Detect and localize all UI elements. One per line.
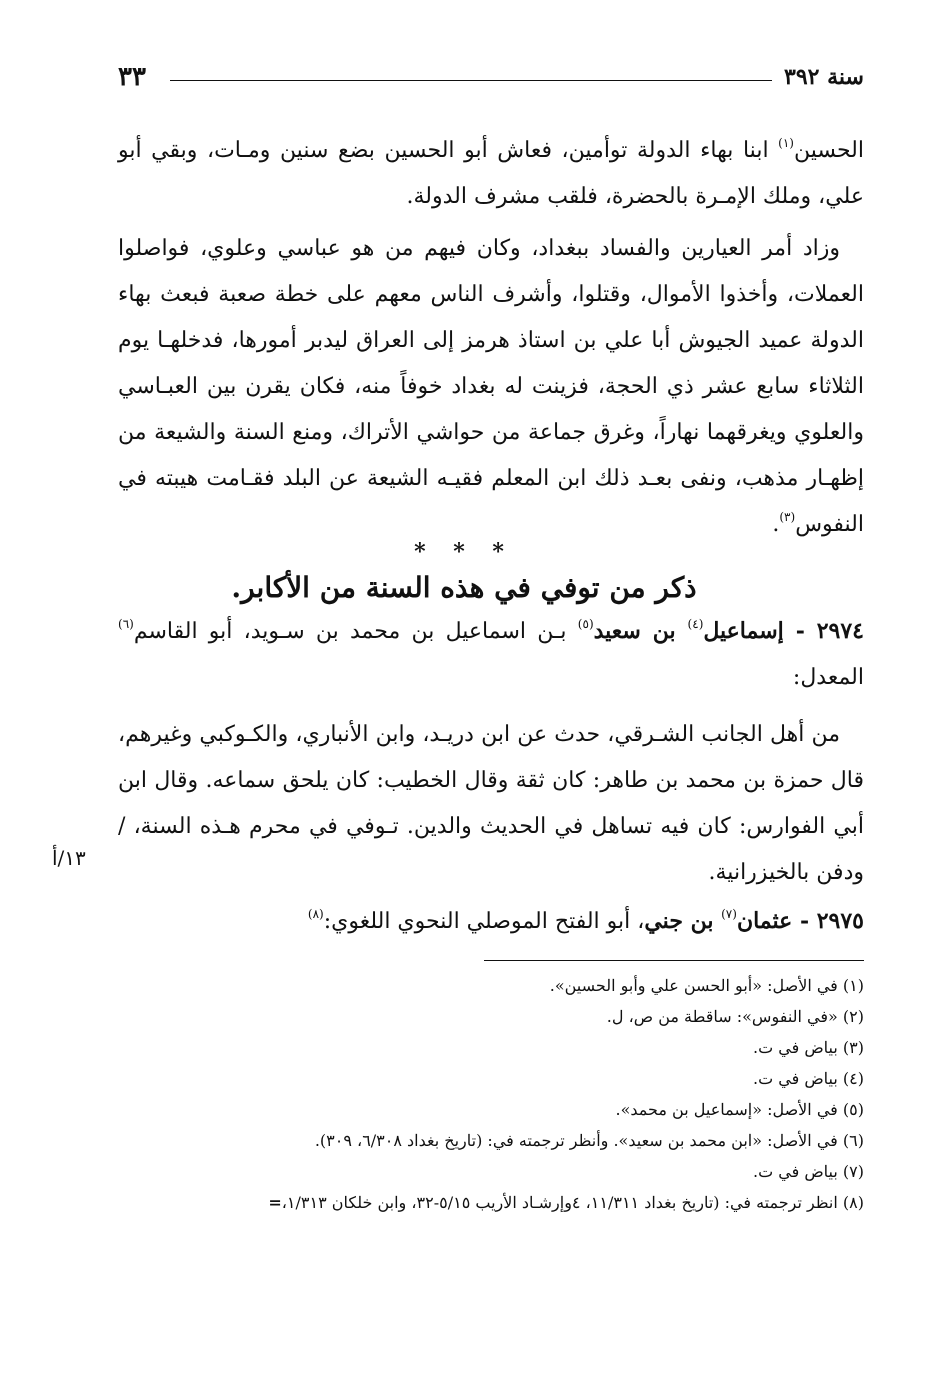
entry-name: إسماعيل bbox=[703, 618, 784, 644]
entry-2974 bbox=[118, 608, 864, 701]
paragraph-1 bbox=[118, 128, 864, 220]
footnote-ref[interactable]: (٤) bbox=[687, 617, 704, 631]
entry-name: عثمان bbox=[736, 908, 793, 934]
footnote-ref[interactable]: (٣) bbox=[779, 510, 796, 524]
footnote-5: (٥) في الأصل: «إسماعيل بن محمد». bbox=[615, 1100, 864, 1119]
entry-number: ٢٩٧٥ - bbox=[792, 908, 864, 934]
entry-text: ، أبو الفتح الموصلي النحوي اللغوي: bbox=[323, 909, 645, 934]
footnote-rule bbox=[484, 960, 864, 961]
paragraph-text: ابنا بهاء الدولة توأمين، فعاش أبو الحسين بضع سنين ومـات، وبقي أبو علي، وملك الإمـرة بالحضرة، فلقب مشرف الدولة. bbox=[118, 138, 864, 209]
footnote-ref[interactable]: (٥) bbox=[577, 617, 594, 631]
entry-name: بن جني bbox=[644, 908, 722, 934]
entry-2975 bbox=[118, 898, 864, 945]
section-heading: ذكر من توفي في هذه السنة من الأكابر. bbox=[231, 571, 697, 604]
paragraph-3 bbox=[118, 712, 864, 896]
paragraph-2 bbox=[118, 226, 864, 548]
footnote-continuation-mark: = bbox=[268, 1193, 282, 1212]
paragraph-text: . bbox=[772, 512, 780, 537]
footnotes bbox=[104, 970, 864, 1218]
footnote-6: (٦) في الأصل: «ابن محمد بن سعيد». وأنظر ترجمته في: (تاريخ بغداد ٦/٣٠٨، ٣٠٩). bbox=[314, 1131, 864, 1150]
footnote-4: (٤) بياض في ت. bbox=[753, 1069, 864, 1088]
entry-number: ٢٩٧٤ - bbox=[783, 618, 864, 644]
footnote-7: (٧) بياض في ت. bbox=[753, 1162, 864, 1181]
header-rule bbox=[170, 80, 772, 81]
entry-text: المعدل: bbox=[792, 665, 864, 690]
manuscript-folio-note: ١٣/أ bbox=[52, 846, 86, 870]
section-divider-stars: * * * bbox=[414, 539, 514, 565]
footnote-1: (١) في الأصل: «أبو الحسن علي وأبو الحسين». bbox=[549, 976, 864, 995]
running-header bbox=[118, 60, 864, 94]
footnote-ref[interactable]: (٨) bbox=[307, 907, 324, 921]
paragraph-text: من أهل الجانب الشـرقي، حدث عن ابن دريـد، وابن الأنباري، والكـوكبي وغيرهم، قال حمزة بن محمد بن طاهر: كان ثقة وقال الخطيب: كان يلحق سماعه. وقال ابن أبي الفوارس: كان فيه تساهل في الحديث والدين. تـوفي في محرم هـذه السنة، / ودفن بالخيزرانية. bbox=[118, 722, 864, 885]
footnote-2: (٢) «في النفوس»: ساقطة من ص، ل. bbox=[606, 1007, 864, 1026]
entry-text: بـن اسماعيل بن محمد بن سـويد، أبو القاسم bbox=[133, 619, 578, 644]
footnote-ref[interactable]: (٦) bbox=[118, 617, 134, 631]
paragraph-text: وزاد أمر العيارين والفساد ببغداد، وكان فيهم من هو عباسي وعلوي، فواصلوا العملات، وأخذوا الأموال، وقتلوا، وأشرف الناس معهم على خطة صعبة فبعث بهاء الدولة عميد الجيوش أبا علي بن استاذ هرمز إلى العراق ليدبر أمورها، فدخلهـا يوم الثلاثاء سابع عشر ذي الحجة، فزينت له بغداد خوفاً منه، فكان يقرن بين العبـاسي والعلوي ويغرقهما نهاراً، وغرق جماعة من حواشي الأتراك، ومنع السنة والشيعة من إظهـار مذهب، ونفى بعـد ذلك ابن المعلم فقيـه الشيعة عن البلد فقـامت هيبته في النفوس bbox=[118, 236, 864, 537]
footnote-8 bbox=[104, 1187, 864, 1218]
entry-name: بن سعيد bbox=[593, 618, 688, 644]
footnote-8-text: (٨) انظر ترجمته في: (تاريخ بغداد ١١/٣١١، ٤وإرشـاد الأريب ٥/١٥-٣٢، وابن خلكان ١/٣١٣، bbox=[281, 1193, 864, 1212]
paragraph-text: الحسين bbox=[793, 138, 864, 163]
footnote-ref[interactable]: (١) bbox=[778, 136, 794, 150]
footnote-ref[interactable]: (٧) bbox=[721, 907, 737, 921]
footnote-3: (٣) بياض في ت. bbox=[753, 1038, 864, 1057]
running-title: سنة ٣٩٢ bbox=[784, 64, 864, 90]
page-number: ٣٣ bbox=[118, 62, 146, 92]
